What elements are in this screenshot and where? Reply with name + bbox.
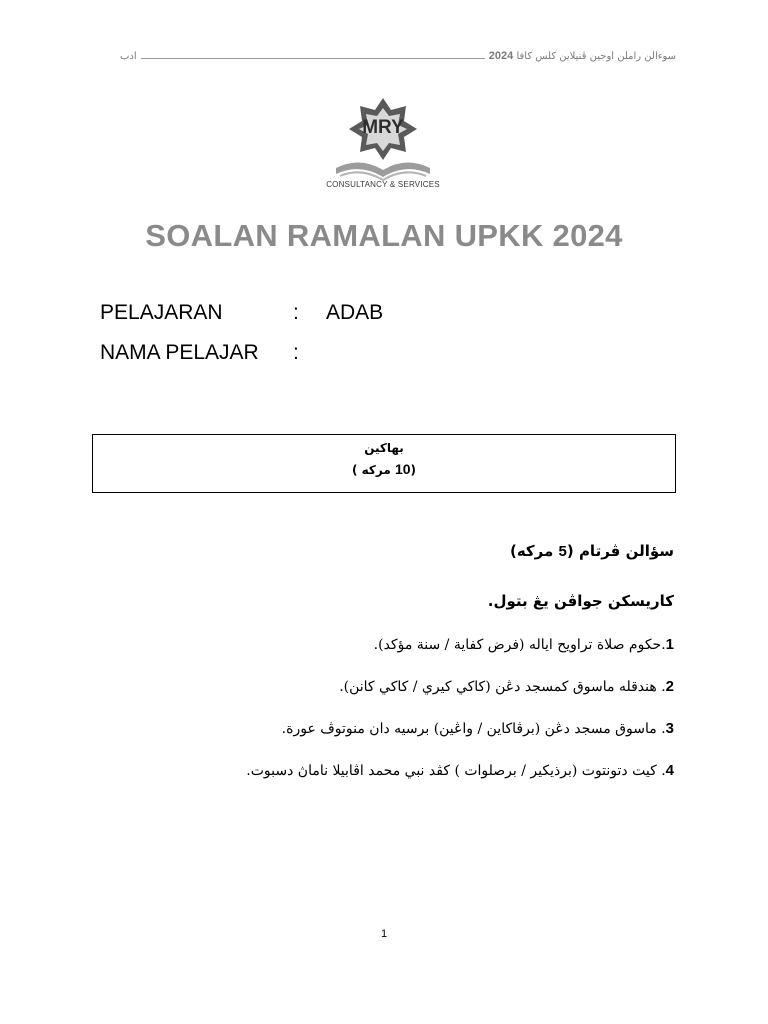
question-item-number: 4 xyxy=(665,762,674,779)
logo-mark: MRY xyxy=(362,117,404,138)
section-marks-box xyxy=(92,434,676,493)
question-item: 4. كيت دتونتوت (برذيكير / برصلوات ) كڤد نبي محمد اڤابيلا ناماڽ دسبوت. xyxy=(246,762,674,779)
student-name-label: NAMA PELAJAR xyxy=(100,341,259,364)
subject-label: PELAJARAN xyxy=(100,301,223,324)
question-item-number: 1 xyxy=(665,636,674,653)
page-number: 1 xyxy=(380,928,388,940)
question-heading-text: سؤالن ڤرتام xyxy=(578,542,674,560)
section-label: بهاكين xyxy=(364,441,404,455)
running-header-rule xyxy=(141,58,485,59)
subject-colon: : xyxy=(293,301,299,324)
question-item-number: 2 xyxy=(665,678,674,695)
question-marks-number: 5 xyxy=(558,543,567,560)
section-marks: (10 مركه ) xyxy=(351,461,417,477)
question-item: 1.حكوم صلاة تراويح اياله (فرض كفاية / سنة مؤكد). xyxy=(373,636,674,653)
question-item-number: 3 xyxy=(665,720,674,737)
section-marks-word: مركه xyxy=(361,463,391,477)
subject-field xyxy=(100,301,383,325)
running-header-year: 2024 xyxy=(488,50,514,62)
question-heading: سؤالن ڤرتام (5 مركه) xyxy=(509,542,674,560)
question-item-text: هندقله ماسوق كمسجد دڠن (كاكي كيري / كاكي كانن). xyxy=(339,679,657,695)
running-header-title: سوءالن راملن اوجين ڤنيلاين كلس كافا 2024 xyxy=(488,50,676,62)
question-item-text: ماسوق مسجد دڠن (برڤاكاين / واڠين) برسيه دان منوتوڤ عورة. xyxy=(281,721,657,737)
question-item: 3. ماسوق مسجد دڠن (برڤاكاين / واڠين) برسيه دان منوتوڤ عورة. xyxy=(281,720,674,737)
main-title: SOALAN RAMALAN UPKK 2024 xyxy=(145,218,623,253)
student-name-colon: : xyxy=(293,341,299,364)
running-header xyxy=(120,46,676,62)
question-instruction: كاريسكن جواڤن يڠ بتول. xyxy=(487,592,674,610)
student-name-field xyxy=(100,341,326,365)
question-item: 2. هندقله ماسوق كمسجد دڠن (كاكي كيري / كاكي كانن). xyxy=(339,678,674,695)
question-marks-word: مركه xyxy=(516,542,554,560)
question-item-text: حكوم صلاة تراويح اياله (فرض كفاية / سنة مؤكد). xyxy=(373,637,662,653)
subject-value: ADAB xyxy=(326,301,384,324)
logo-text: CONSULTANCY & SERVICES xyxy=(326,180,440,189)
section-marks-number: 10 xyxy=(394,461,411,477)
running-header-subject: ادب xyxy=(120,51,137,62)
question-item-text: كيت دتونتوت (برذيكير / برصلوات ) كڤد نبي محمد اڤابيلا ناماڽ دسبوت. xyxy=(246,763,657,779)
